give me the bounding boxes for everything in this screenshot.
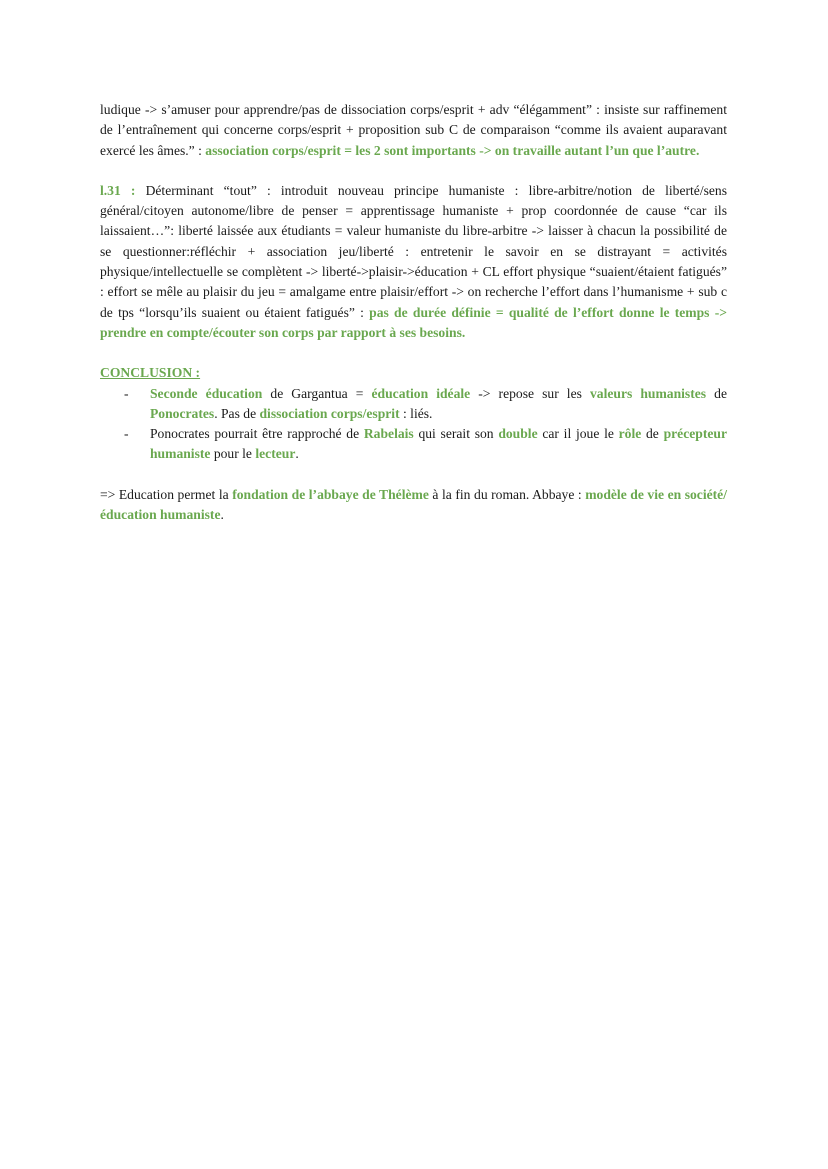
highlight-run: valeurs humanistes [589,385,707,401]
bullet-dash: - [124,385,129,401]
bullet-dash: - [124,426,129,442]
highlight-run: Rabelais [363,426,414,442]
paragraph-line-31 [100,181,727,343]
highlight-run: Seconde éducation [150,385,263,401]
text-run: . [220,507,224,523]
text-run: => Education permet la [100,486,233,502]
highlight-run: double [498,426,538,442]
text-run: ludique -> s’amuser pour apprendre/pas de dissociation corps/esprit + adv “élégamment” : insiste sur raffinement de l’entraînement qui concerne corps/esprit + proposition sub C de comparaison “comme ils avaient auparavant exercé les âmes.” : [100,102,727,158]
document-page [100,100,727,545]
highlight-run: dissociation corps/esprit [259,405,400,421]
highlight-run: Ponocrates [150,405,215,421]
highlight-run: modèle de vie en société/éducation humaniste [100,486,727,523]
text-run: qui serait son [413,426,499,442]
highlight-run: association corps/esprit = les 2 sont importants -> on travaille autant l’un que l’autre. [205,142,700,158]
highlight-run: pas de durée définie = qualité de l’effort donne le temps -> prendre en compte/écouter son corps par rapport à ses besoins. [100,304,727,340]
text-run: Ponocrates pourrait être rapproché de [150,426,364,442]
text-run: car il joue le [537,426,619,442]
highlight-run: fondation de l’abbaye de Thélème [232,486,429,502]
text-run: . Pas de [214,405,260,421]
text-run: . [295,446,299,462]
highlight-run: rôle [618,426,642,442]
text-run: Déterminant “tout” : introduit nouveau principe humaniste : libre-arbitre/notion de liberté/sens général/citoyen autonome/libre de penser = apprentissage humaniste + prop coordonnée de cause “car ils laissaient…”: liberté laissée aux étudiants = valeur humaniste du libre-arbitre -> laisser à chacun la possibilité de se questionner:réfléchir + association jeu/liberté : entretenir le savoir en se distrayant = activités physique/intellectuelle se complètent -> liberté->plaisir->éducation + CL effort physique “suaient/étaient fatigués” : effort se mêle au plaisir du jeu = amalgame entre plaisir/effort -> on recherche l’effort dans l’humanisme + sub c de tps “lorsqu’ils suaient ou étaient fatigués” : [100,182,728,320]
list-item [100,424,727,465]
conclusion-list [100,384,727,465]
conclusion-heading: CONCLUSION : [100,365,201,381]
text-run: de [706,385,727,401]
highlight-run: lecteur [255,446,296,462]
paragraph-body-soul-association [100,100,727,161]
list-item [100,384,727,425]
highlight-run: précepteur humaniste [150,426,727,462]
text-run: pour le [210,446,256,462]
text-run: : liés. [399,405,433,421]
highlight-run: éducation idéale [371,385,471,401]
text-run: de [641,426,664,442]
paragraph-theleme [100,485,727,526]
text-run: -> repose sur les [470,385,590,401]
text-run: à la fin du roman. Abbaye : [428,486,586,502]
text-run: de Gargantua = [262,385,372,401]
line-reference: l.31 : [100,182,146,198]
